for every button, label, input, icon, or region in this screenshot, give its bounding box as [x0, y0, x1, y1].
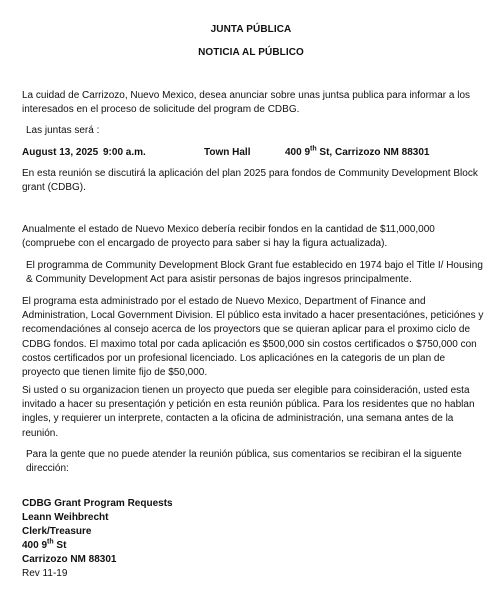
- meeting-address: [285, 147, 429, 158]
- meeting-place: Town Hall: [204, 147, 251, 158]
- address-street-suffix: th: [47, 538, 54, 546]
- meeting-time: 9:00 a.m.: [103, 147, 146, 158]
- address-name: Leann Weihbrecht: [22, 512, 109, 523]
- comments-paragraph: Para la gente que no puede atender la reunión pública, sus comentarios se recibiran el la siguente dirección:: [26, 449, 462, 475]
- funding-paragraph: Anualmente el estado de Nuevo Mexico debería recibir fondos en la cantidad de $11,000,000 (compruebe con el encargado de proyecto para saber si hay la figura actualizada).: [22, 224, 435, 250]
- notice-title: JUNTA PÚBLICA: [210, 24, 292, 35]
- history-paragraph: El programma de Community Development Block Grant fue establecido en 1974 bajo el Title I/ Housing & Community Development Act para asistir personas de bajos ingresos principalmente.: [26, 260, 483, 286]
- notice-subtitle: NOTICIA AL PÚBLICO: [198, 47, 304, 58]
- address-city: Carrizozo NM 88301: [22, 554, 117, 565]
- meeting-address-suffix: th: [310, 145, 317, 153]
- administration-paragraph: El programa esta administrado por el estado de Nuevo Mexico, Department of Finance and Administration, Local Government Division. El público esta invitado a hacer presentaciónes, peticiónes y recomendaciónes al consejo acerca de los proyectors que se quieran aplicar para el proximo ciclo de CDBG fondos. El maximo total por cada aplicación es $500,000 sin costos certificados o $750,000 con costos certificados por un profesional licenciado. Los aplicaciónes en la categoris de un plan de proyecto que tienen limite fijo de $50,000.: [22, 296, 484, 379]
- invitation-paragraph: Si usted o su organizacion tienen un proyecto que pueda ser elegible para coinsideración, usted esta invitado a hacer su presentaçión y petición en esta reunión pública. Para los residentes que no hablan ingles, y requierer un interprete, contacten a la oficina de administración, una semana antes de la reunión.: [22, 385, 475, 439]
- address-recipient: CDBG Grant Program Requests: [22, 498, 173, 509]
- revision-label: Rev 11-19: [22, 568, 68, 579]
- meeting-date: August 13, 2025: [22, 147, 99, 158]
- meeting-address-rest: St, Carrizozo NM 88301: [316, 147, 430, 158]
- address-street-rest: St: [53, 540, 67, 551]
- address-street-number: 400 9: [22, 540, 48, 551]
- intro-paragraph: La cuidad de Carrizozo, Nuevo Mexico, desea anunciar sobre unas juntsa publica para informar a los interesados en el proceso de solicitude del program de CDBG.: [22, 90, 471, 116]
- schedule-label: Las juntas será :: [26, 125, 100, 136]
- address-street: [22, 539, 66, 553]
- meeting-address-number: 400 9: [285, 147, 311, 158]
- discussion-paragraph: En esta reunión se discutirá la aplicación del plan 2025 para fondos de Community Development Block grant (CDBG).: [22, 168, 478, 194]
- address-role: Clerk/Treasure: [22, 526, 92, 537]
